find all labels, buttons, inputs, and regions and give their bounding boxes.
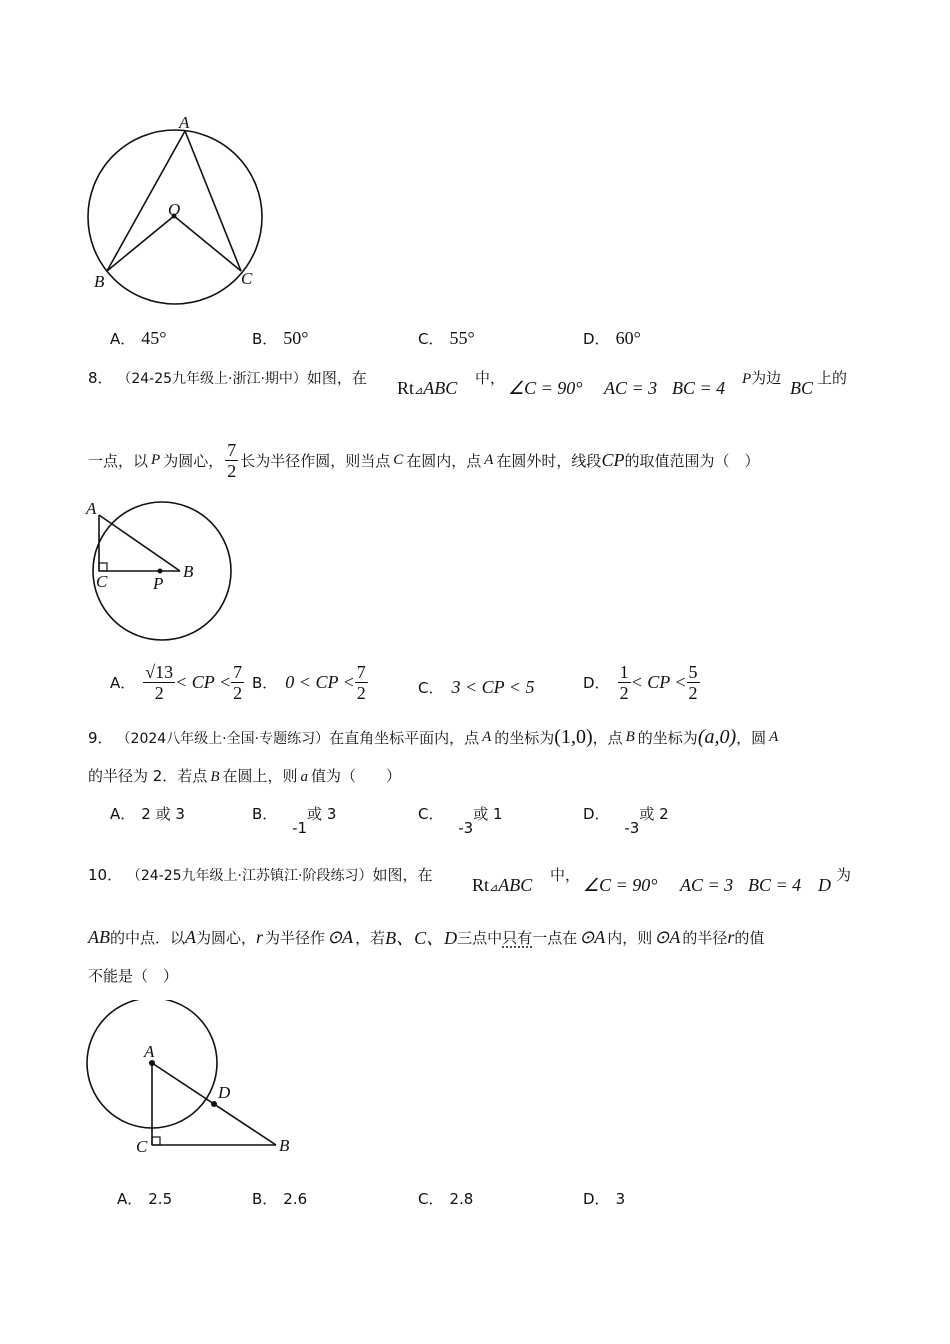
q8-shangde: 上的 — [817, 369, 848, 387]
q9-option-d[interactable]: D． -3或 2 — [583, 805, 669, 837]
q10-line3: 不能是（ ） — [88, 967, 179, 985]
q8-ac: AC = 3 — [604, 378, 658, 398]
q9-number: 9． — [88, 729, 113, 747]
q10-ac: AC = 3 — [680, 875, 734, 895]
q10-wei: 为 — [836, 866, 852, 884]
q10-angle-c: ∠C = 90° — [583, 875, 658, 895]
q8-bc: BC = 4 — [672, 378, 726, 398]
q8-bc-word: BC — [790, 378, 814, 398]
q7-label-o: O — [168, 200, 181, 219]
q7-option-a[interactable]: A． 45° — [110, 328, 167, 348]
q7-figure — [80, 110, 280, 310]
q7-option-d[interactable]: D． 60° — [583, 328, 641, 348]
q9-source: （2024八年级上·全国·专题练习） — [116, 730, 330, 747]
q8-line2: 一点，以 P 为圆心， $\frac{7}{2}$ 长为半径作圆，则当点 C 在圆内，点 A 在圆外时，线段 CP 的取值范围为（ ） — [88, 440, 760, 481]
q8-option-d[interactable]: D． $\frac{1}{2}$ < CP < $\frac{5}{2}$ — [583, 662, 698, 703]
q7-label-c: C — [241, 269, 253, 288]
q7-label-a: A — [179, 113, 190, 132]
q8-label-c: C — [96, 572, 108, 591]
q8-figure — [80, 495, 240, 645]
q8-option-a[interactable]: A． $\frac{√13}{2}$ < CP < $\frac{7}{2}$ — [110, 662, 243, 703]
q7-option-b[interactable]: B． 50° — [252, 328, 309, 348]
q10-line1: 10． （24-25九年级上·江苏镇江·阶段练习）如图，在 — [88, 866, 433, 884]
q10-label-c: C — [136, 1137, 148, 1156]
q10-d: D — [818, 875, 831, 895]
q7-label-b: B — [94, 272, 105, 291]
q8-label-p: P — [153, 574, 164, 593]
q8-option-c[interactable]: C． 3 < CP < 5 — [418, 677, 535, 697]
q10-figure — [80, 1000, 310, 1165]
q8-source: （24-25九年级上·浙江·期中） — [117, 371, 307, 387]
q8-option-b[interactable]: B． 0 < CP < $\frac{7}{2}$ — [252, 662, 366, 703]
q9-line1: 9． （2024八年级上·全国·专题练习） 在直角坐标平面内，点 A 的坐标为 (1,0) ，点 B 的坐标为 (a,0) ，圆 A — [88, 726, 779, 748]
q10-number: 10． — [88, 866, 123, 884]
q8-label-b: B — [183, 562, 194, 581]
q10-option-b[interactable]: B． 2.6 — [252, 1190, 308, 1208]
q8-label-a: A — [86, 499, 97, 518]
q8-zhong: 中， — [475, 369, 506, 387]
q10-line2: AB 的中点．以 A 为圆心， r 为半径作 ⊙A ，若 B、C、D 三点中 只有 一点在 ⊙A 内，则 ⊙A 的半径 r 的值 — [88, 926, 765, 948]
q10-rt: Rt⊿ABC — [472, 875, 533, 895]
q10-source: （24-25九年级上·江苏镇江·阶段练习） — [126, 868, 373, 884]
q10-option-d[interactable]: D． 3 — [583, 1190, 626, 1208]
q7-option-c[interactable]: C． 55° — [418, 328, 475, 348]
q8-angle-c: ∠C = 90° — [508, 378, 583, 398]
q10-option-c[interactable]: C． 2.8 — [418, 1190, 474, 1208]
q9-option-b[interactable]: B． -1或 3 — [252, 805, 337, 837]
q9-line2: 的半径为 2．若点 B 在圆上，则 a 值为（ ） — [88, 767, 402, 785]
q9-option-c[interactable]: C． -3或 1 — [418, 805, 503, 837]
q8-number: 8． — [88, 369, 113, 387]
q10-bc: BC = 4 — [748, 875, 802, 895]
q10-option-a[interactable]: A． 2.5 — [117, 1190, 173, 1208]
q8-line1-math: Rt⊿ABC — [397, 378, 458, 398]
q10-label-d: D — [218, 1083, 231, 1102]
q10-label-b: B — [279, 1136, 290, 1155]
q8-p-on-bc: P为边 — [742, 369, 782, 387]
q9-option-a[interactable]: A． 2 或 3 — [110, 805, 185, 823]
q8-line1: 8． （24-25九年级上·浙江·期中）如图，在 — [88, 369, 367, 387]
q10-label-a: A — [144, 1042, 155, 1061]
q10-zhong: 中， — [550, 866, 581, 884]
